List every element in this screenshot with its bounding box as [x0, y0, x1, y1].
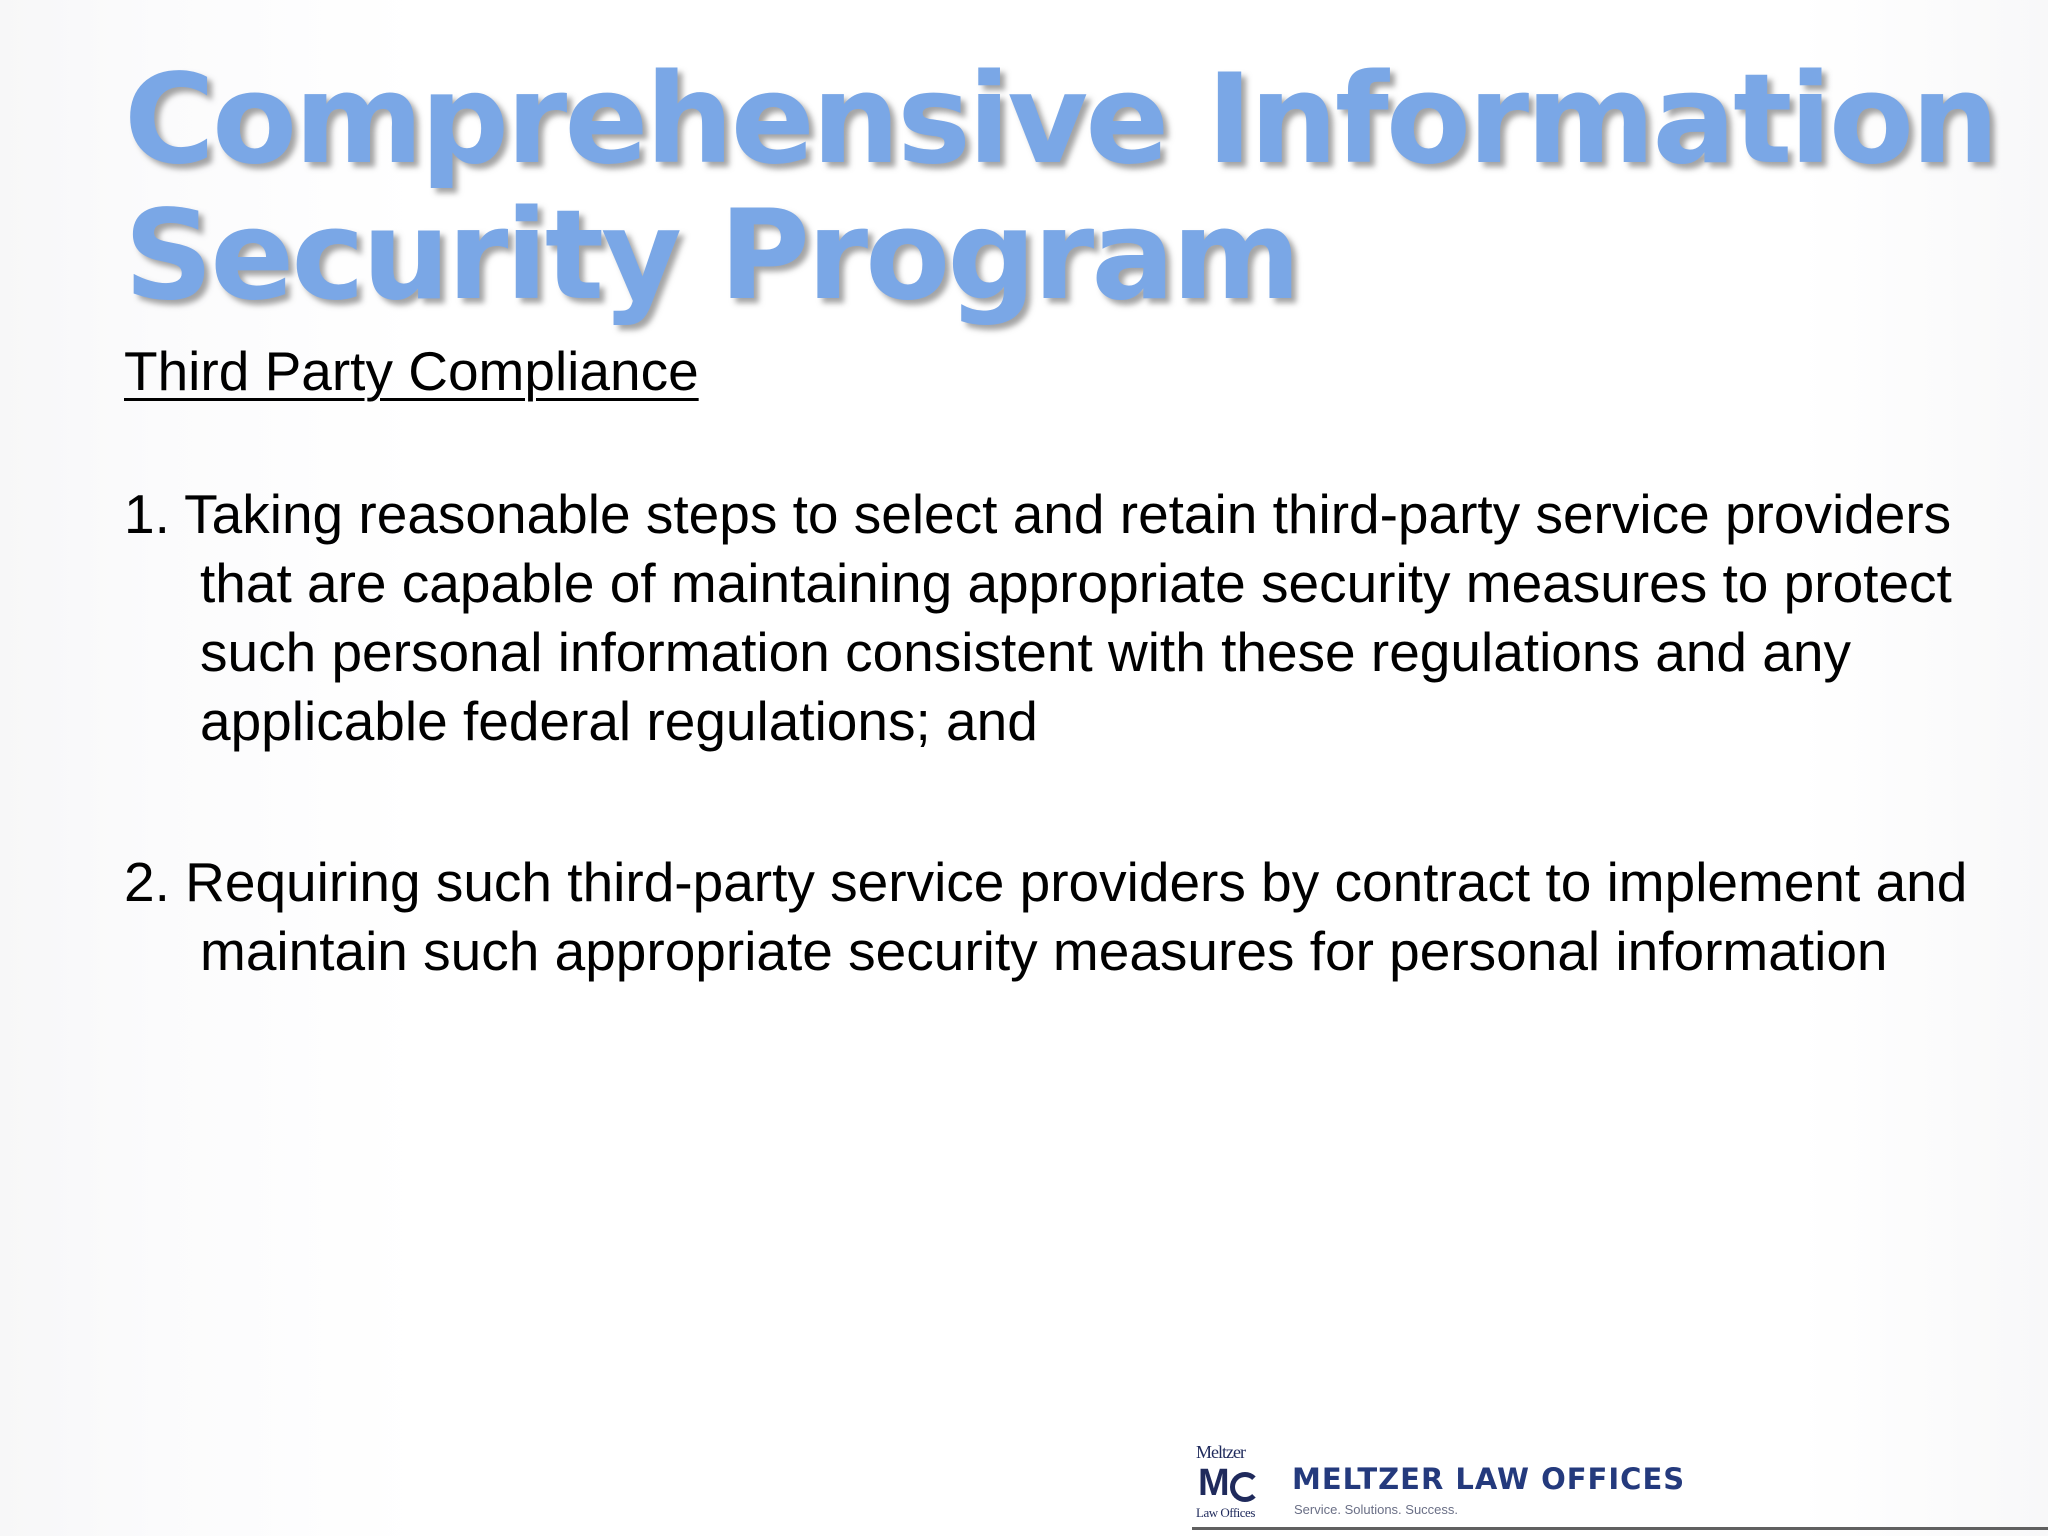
section-subtitle: Third Party Compliance — [124, 340, 699, 402]
compliance-point-1: 1. Taking reasonable steps to select and retain third-party service providers that are capable of maintaining appropriate security measures to protect such personal information consistent with these regulations and any applicable federal regulations; and — [124, 483, 1952, 752]
compliance-point-2: 2. Requiring such third-party service providers by contract to implement and maintain such appropriate security measures for personal information — [124, 851, 1968, 982]
firm-logo-icon — [1196, 1442, 1258, 1524]
slide-title-line-2: Security Program — [124, 184, 1299, 328]
logo-top-text: Meltzer — [1196, 1442, 1245, 1462]
logo-mark-letter: M — [1198, 1462, 1226, 1504]
logo-c-shape — [1230, 1472, 1260, 1502]
footer-logo — [1192, 1440, 2048, 1536]
slide-title-line-1: Comprehensive Information — [124, 48, 1997, 192]
firm-name: MELTZER LAW OFFICES — [1292, 1462, 1686, 1496]
logo-bottom-text: Law Offices — [1196, 1505, 1255, 1520]
slide-title — [124, 48, 1997, 328]
compliance-points-list — [124, 480, 1974, 986]
footer-divider — [1192, 1527, 2048, 1530]
firm-tagline: Service. Solutions. Success. — [1294, 1502, 1459, 1517]
